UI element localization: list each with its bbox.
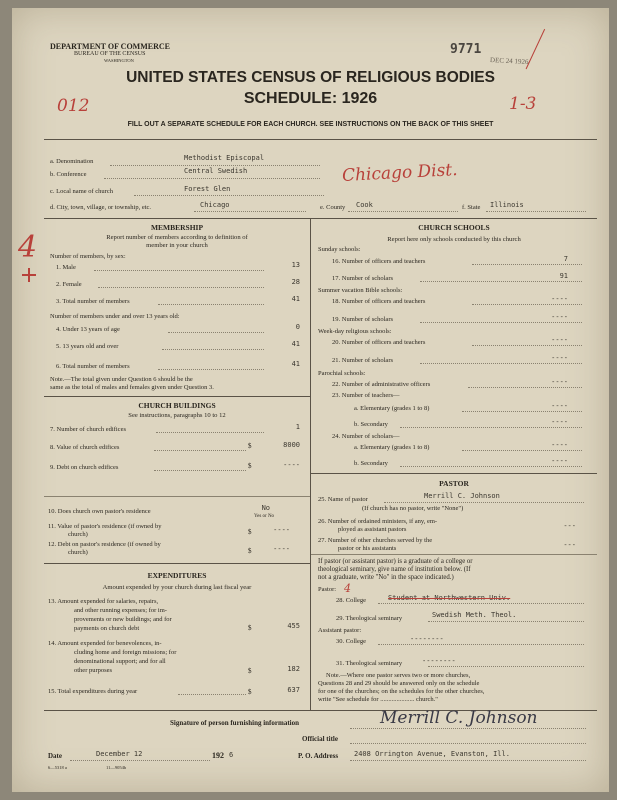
dollar-sign: $ xyxy=(248,528,252,536)
address-label: P. O. Address xyxy=(298,752,339,760)
q3-value[interactable]: 41 xyxy=(291,295,300,303)
q15-value[interactable]: 637 xyxy=(287,686,300,694)
q13-value[interactable]: 455 xyxy=(287,622,300,630)
county-value[interactable]: Cook xyxy=(356,201,373,209)
q13-label-b: and other running expenses; for im- xyxy=(74,607,167,614)
q20-label: 20. Number of officers and teachers xyxy=(332,339,426,346)
year-digit[interactable]: 6 xyxy=(229,751,234,759)
q23a-label: a. Elementary (grades 1 to 8) xyxy=(354,405,430,412)
dotted-line xyxy=(104,178,320,179)
q23b-value[interactable]: ---- xyxy=(551,418,568,426)
q22-label: 22. Number of administrative officers xyxy=(332,381,431,388)
q7-label: 7. Number of church edifices xyxy=(50,426,126,433)
q29-label: 29. Theological seminary xyxy=(336,615,403,622)
q24-label: 24. Number of scholars— xyxy=(332,433,400,440)
dotted-line xyxy=(378,603,584,604)
q13-label-d: payments on church debt xyxy=(74,625,140,632)
q21-value[interactable]: ---- xyxy=(551,354,568,362)
q17-value[interactable]: 91 xyxy=(559,272,568,280)
dotted-line xyxy=(94,270,264,271)
q12-label-b: church) xyxy=(68,549,88,556)
dollar-sign: $ xyxy=(248,624,252,632)
q5-label: 5. 13 years old and over xyxy=(56,343,119,350)
q24a-value[interactable]: ---- xyxy=(551,441,568,449)
q4-label: 4. Under 13 years of age xyxy=(56,326,120,333)
dotted-line xyxy=(400,427,582,428)
received-date-stamp: DEC 24 1926 xyxy=(489,55,529,67)
schedule-title: SCHEDULE: 1926 xyxy=(243,90,378,107)
city-field-label: d. City, town, village, or township, etc. xyxy=(50,204,152,211)
q6-label: 6. Total number of members xyxy=(56,363,130,370)
denomination-value[interactable]: Methodist Episcopal xyxy=(184,154,265,162)
q14-label-d: other purposes xyxy=(74,667,113,674)
q13-label-c: provements or new buildings; and for xyxy=(74,616,172,623)
address-value[interactable]: 2408 Orrington Avenue, Evanston, Ill. xyxy=(354,750,510,758)
instruction-line: FILL OUT A SEPARATE SCHEDULE FOR EACH CHURCH. SEE INSTRUCTIONS ON THE BACK OF THIS SHEET xyxy=(127,121,494,128)
q20-value[interactable]: ---- xyxy=(551,336,568,344)
q27-value[interactable]: --- xyxy=(563,541,576,549)
stamp-number: 9771 xyxy=(450,42,482,57)
dotted-line xyxy=(472,304,582,305)
dotted-line xyxy=(472,345,582,346)
dotted-line xyxy=(472,264,582,265)
pastor-note-3: for one of the churches; on the schedules for the other churches, xyxy=(318,688,485,695)
year-prefix: 192 xyxy=(212,751,224,760)
section-rule xyxy=(311,473,597,474)
census-form-sheet xyxy=(12,8,609,792)
membership-title: MEMBERSHIP xyxy=(150,223,204,232)
q23b-label: b. Secondary xyxy=(354,421,388,428)
dotted-line xyxy=(486,211,586,212)
state-value[interactable]: Illinois xyxy=(490,201,524,209)
red-check-mark xyxy=(504,19,545,69)
q13-label-a: 13. Amount expended for salaries, repairs, xyxy=(48,598,159,605)
buildings-title: CHURCH BUILDINGS xyxy=(138,401,216,410)
q23-label: 23. Number of teachers— xyxy=(332,392,400,399)
conference-value[interactable]: Central Swedish xyxy=(184,167,248,175)
handwritten-code-left: 012 xyxy=(57,96,90,116)
city-label: WASHINGTON xyxy=(104,58,134,63)
q16-label: 16. Number of officers and teachers xyxy=(332,258,426,265)
form-title: UNITED STATES CENSUS OF RELIGIOUS BODIES xyxy=(126,69,495,86)
grad-note-3: not a graduate, write "No" in the space indicated.) xyxy=(318,574,454,581)
q16-value[interactable]: 7 xyxy=(563,255,568,263)
q8-value[interactable]: 8000 xyxy=(283,441,300,449)
q19-label: 19. Number of scholars xyxy=(332,316,394,323)
q31-value[interactable]: -------- xyxy=(422,657,456,665)
pastor-note-1: Note.—Where one pastor serves two or more churches, xyxy=(326,672,471,679)
q2-value[interactable]: 28 xyxy=(291,278,300,286)
q14-label-b: cluding home and foreign missions; for xyxy=(74,649,177,656)
signature[interactable]: Merrill C. Johnson xyxy=(380,708,538,728)
dotted-line xyxy=(168,332,264,333)
q7-value[interactable]: 1 xyxy=(295,423,300,431)
age-intro-label: Number of members under and over 13 years old: xyxy=(50,313,180,320)
q12-value[interactable]: ---- xyxy=(273,545,290,553)
q25-hint: (If church has no pastor, write "None") xyxy=(362,505,464,512)
local-name-value[interactable]: Forest Glen xyxy=(184,185,231,193)
q30-label: 30. College xyxy=(336,638,366,645)
parochial-label: Parochial schools: xyxy=(318,370,366,377)
dollar-sign: $ xyxy=(248,462,252,470)
membership-note-1: Note.—The total given under Question 6 should be the xyxy=(50,376,193,383)
handwritten-code-right: 1-3 xyxy=(509,94,537,114)
q14-value[interactable]: 182 xyxy=(287,665,300,673)
q12-label-a: 12. Debt on pastor's residence (if owned by xyxy=(48,541,161,548)
q27-label-a: 27. Number of other churches served by the xyxy=(318,537,433,544)
red-cross-mark-v xyxy=(28,268,30,282)
q24b-label: b. Secondary xyxy=(354,460,388,467)
q17-label: 17. Number of scholars xyxy=(332,275,394,282)
dotted-line xyxy=(194,211,306,212)
schools-title: CHURCH SCHOOLS xyxy=(418,223,490,232)
header-rule xyxy=(44,139,597,140)
q21-label: 21. Number of scholars xyxy=(332,357,394,364)
membership-intro-2: member in your church xyxy=(146,242,208,249)
dotted-line xyxy=(158,304,264,305)
city-value[interactable]: Chicago xyxy=(200,201,230,209)
pastor-title: PASTOR xyxy=(439,479,469,488)
q2-label: 2. Female xyxy=(56,281,82,288)
membership-intro-1: Report number of members according to definition of xyxy=(106,234,248,241)
q23a-value[interactable]: ---- xyxy=(551,402,568,410)
q8-label: 8. Value of church edifices xyxy=(50,444,120,451)
q14-label-c: denominational support; and for all xyxy=(74,658,166,665)
grad-note-2: theological seminary, give name of institution below. (If xyxy=(318,566,471,573)
dotted-line xyxy=(378,644,584,645)
section-rule xyxy=(44,563,310,564)
dept-label: DEPARTMENT OF COMMERCE xyxy=(50,42,171,51)
dotted-line xyxy=(158,369,264,370)
q18-label: 18. Number of officers and teachers xyxy=(332,298,426,305)
q27-label-b: pastor or his assistants xyxy=(338,545,397,552)
q26-label-a: 26. Number of ordained ministers, if any, em- xyxy=(318,518,438,525)
q6-value[interactable]: 41 xyxy=(291,360,300,368)
section-rule xyxy=(44,218,597,219)
q30-value[interactable]: -------- xyxy=(410,635,444,643)
dotted-line xyxy=(110,165,320,166)
pastor-note-4: write "See schedule for ..................... church." xyxy=(318,696,438,703)
q24a-label: a. Elementary (grades 1 to 8) xyxy=(354,444,430,451)
q9-label: 9. Debt on church edifices xyxy=(50,464,119,471)
dotted-line xyxy=(350,728,586,729)
dotted-line xyxy=(154,470,246,471)
pastor-note-2: Questions 28 and 29 should be answered only on the schedule xyxy=(318,680,480,687)
grad-note-1: If pastor (or assistant pastor) is a graduate of a college or xyxy=(318,558,473,565)
vacation-label: Summer vacation Bible schools: xyxy=(318,287,403,294)
q9-value[interactable]: ---- xyxy=(283,461,300,469)
bureau-label: BUREAU OF THE CENSUS xyxy=(74,51,146,57)
q1-label: 1. Male xyxy=(56,264,76,271)
q18-value[interactable]: ---- xyxy=(551,295,568,303)
dotted-line xyxy=(156,432,264,433)
q29-value[interactable]: Swedish Meth. Theol. xyxy=(432,611,517,619)
sunday-label: Sunday schools: xyxy=(318,246,361,253)
pastor-label: Pastor: xyxy=(318,586,337,593)
dotted-line xyxy=(400,466,582,467)
form-number: 6—5318 a xyxy=(48,765,67,770)
by-sex-label: Number of members, by sex: xyxy=(50,253,126,260)
q11-label-b: church) xyxy=(68,531,88,538)
q26-value[interactable]: --- xyxy=(563,522,576,530)
expenditures-intro: Amount expended by your church during last fiscal year xyxy=(102,584,252,591)
q10-label: 10. Does church own pastor's residence xyxy=(48,508,151,515)
q28-label: 28. College xyxy=(336,597,366,604)
q1-value[interactable]: 13 xyxy=(291,261,300,269)
denomination-label: a. Denomination xyxy=(50,158,94,165)
column-divider xyxy=(310,218,311,710)
dollar-sign: $ xyxy=(248,667,252,675)
dotted-line xyxy=(162,349,264,350)
q14-label-a: 14. Amount expended for benevolences, in- xyxy=(48,640,162,647)
dotted-line xyxy=(462,411,582,412)
dotted-line xyxy=(154,450,246,451)
official-title-label: Official title xyxy=(302,735,338,743)
q19-value[interactable]: ---- xyxy=(551,313,568,321)
q3-label: 3. Total number of members xyxy=(56,298,130,305)
weekday-label: Week-day religious schools: xyxy=(318,328,392,335)
thin-rule xyxy=(44,496,310,497)
q15-label: 15. Total expenditures during year xyxy=(48,688,138,695)
dotted-line xyxy=(98,287,264,288)
county-label: e. County xyxy=(320,204,346,211)
state-label: f. State xyxy=(462,204,481,211)
dotted-line xyxy=(350,760,586,761)
dollar-sign: $ xyxy=(248,547,252,555)
q28-value[interactable]: Student at Northwestern Univ. xyxy=(388,594,511,602)
membership-note-2: same as the total of males and females given under Question 3. xyxy=(50,384,214,391)
schools-intro: Report here only schools conducted by this church xyxy=(387,236,521,243)
section-rule xyxy=(44,396,310,397)
q5-value[interactable]: 41 xyxy=(291,340,300,348)
dotted-line xyxy=(350,743,586,744)
dotted-line xyxy=(428,621,584,622)
expenditures-title: EXPENDITURES xyxy=(147,571,207,580)
dotted-line xyxy=(384,502,584,503)
q25-label: 25. Name of pastor xyxy=(318,496,368,503)
q26-label-b: ployed as assistant pastors xyxy=(338,526,407,533)
thin-rule xyxy=(311,554,597,555)
handwritten-margin-mark: 4 xyxy=(18,230,38,265)
q25-value[interactable]: Merrill C. Johnson xyxy=(424,492,500,500)
q22-value[interactable]: ---- xyxy=(551,378,568,386)
dotted-line xyxy=(468,387,582,388)
date-value[interactable]: December 12 xyxy=(96,750,143,758)
dollar-sign: $ xyxy=(248,442,252,450)
dotted-line xyxy=(70,760,210,761)
assistant-label: Assistant pastor: xyxy=(318,627,362,634)
q24b-value[interactable]: ---- xyxy=(551,457,568,465)
q10-value[interactable]: No xyxy=(261,504,270,512)
dotted-line xyxy=(420,281,582,282)
print-number: 11—9054b xyxy=(106,765,127,770)
buildings-intro: See instructions, paragraphs 10 to 12 xyxy=(128,412,226,419)
dollar-sign: $ xyxy=(248,688,252,696)
dotted-line xyxy=(348,211,458,212)
conference-label: b. Conference xyxy=(50,171,87,178)
q10-hint: Yes or No xyxy=(254,514,275,519)
q11-value[interactable]: ---- xyxy=(273,526,290,534)
dotted-line xyxy=(134,195,324,196)
dotted-line xyxy=(462,450,582,451)
dotted-line xyxy=(420,363,582,364)
dotted-line xyxy=(420,322,582,323)
q11-label-a: 11. Value of pastor's residence (if owned by xyxy=(48,523,162,530)
handwritten-district: Chicago Dist. xyxy=(341,159,459,187)
local-name-label: c. Local name of church xyxy=(50,188,113,195)
dotted-line xyxy=(178,694,246,695)
date-label: Date xyxy=(48,752,62,760)
dotted-line xyxy=(428,666,584,667)
q31-label: 31. Theological seminary xyxy=(336,660,403,667)
pastor-handwritten-mark: 4 xyxy=(344,582,351,595)
signature-label: Signature of person furnishing information xyxy=(170,719,299,727)
q4-value[interactable]: 0 xyxy=(295,323,300,331)
